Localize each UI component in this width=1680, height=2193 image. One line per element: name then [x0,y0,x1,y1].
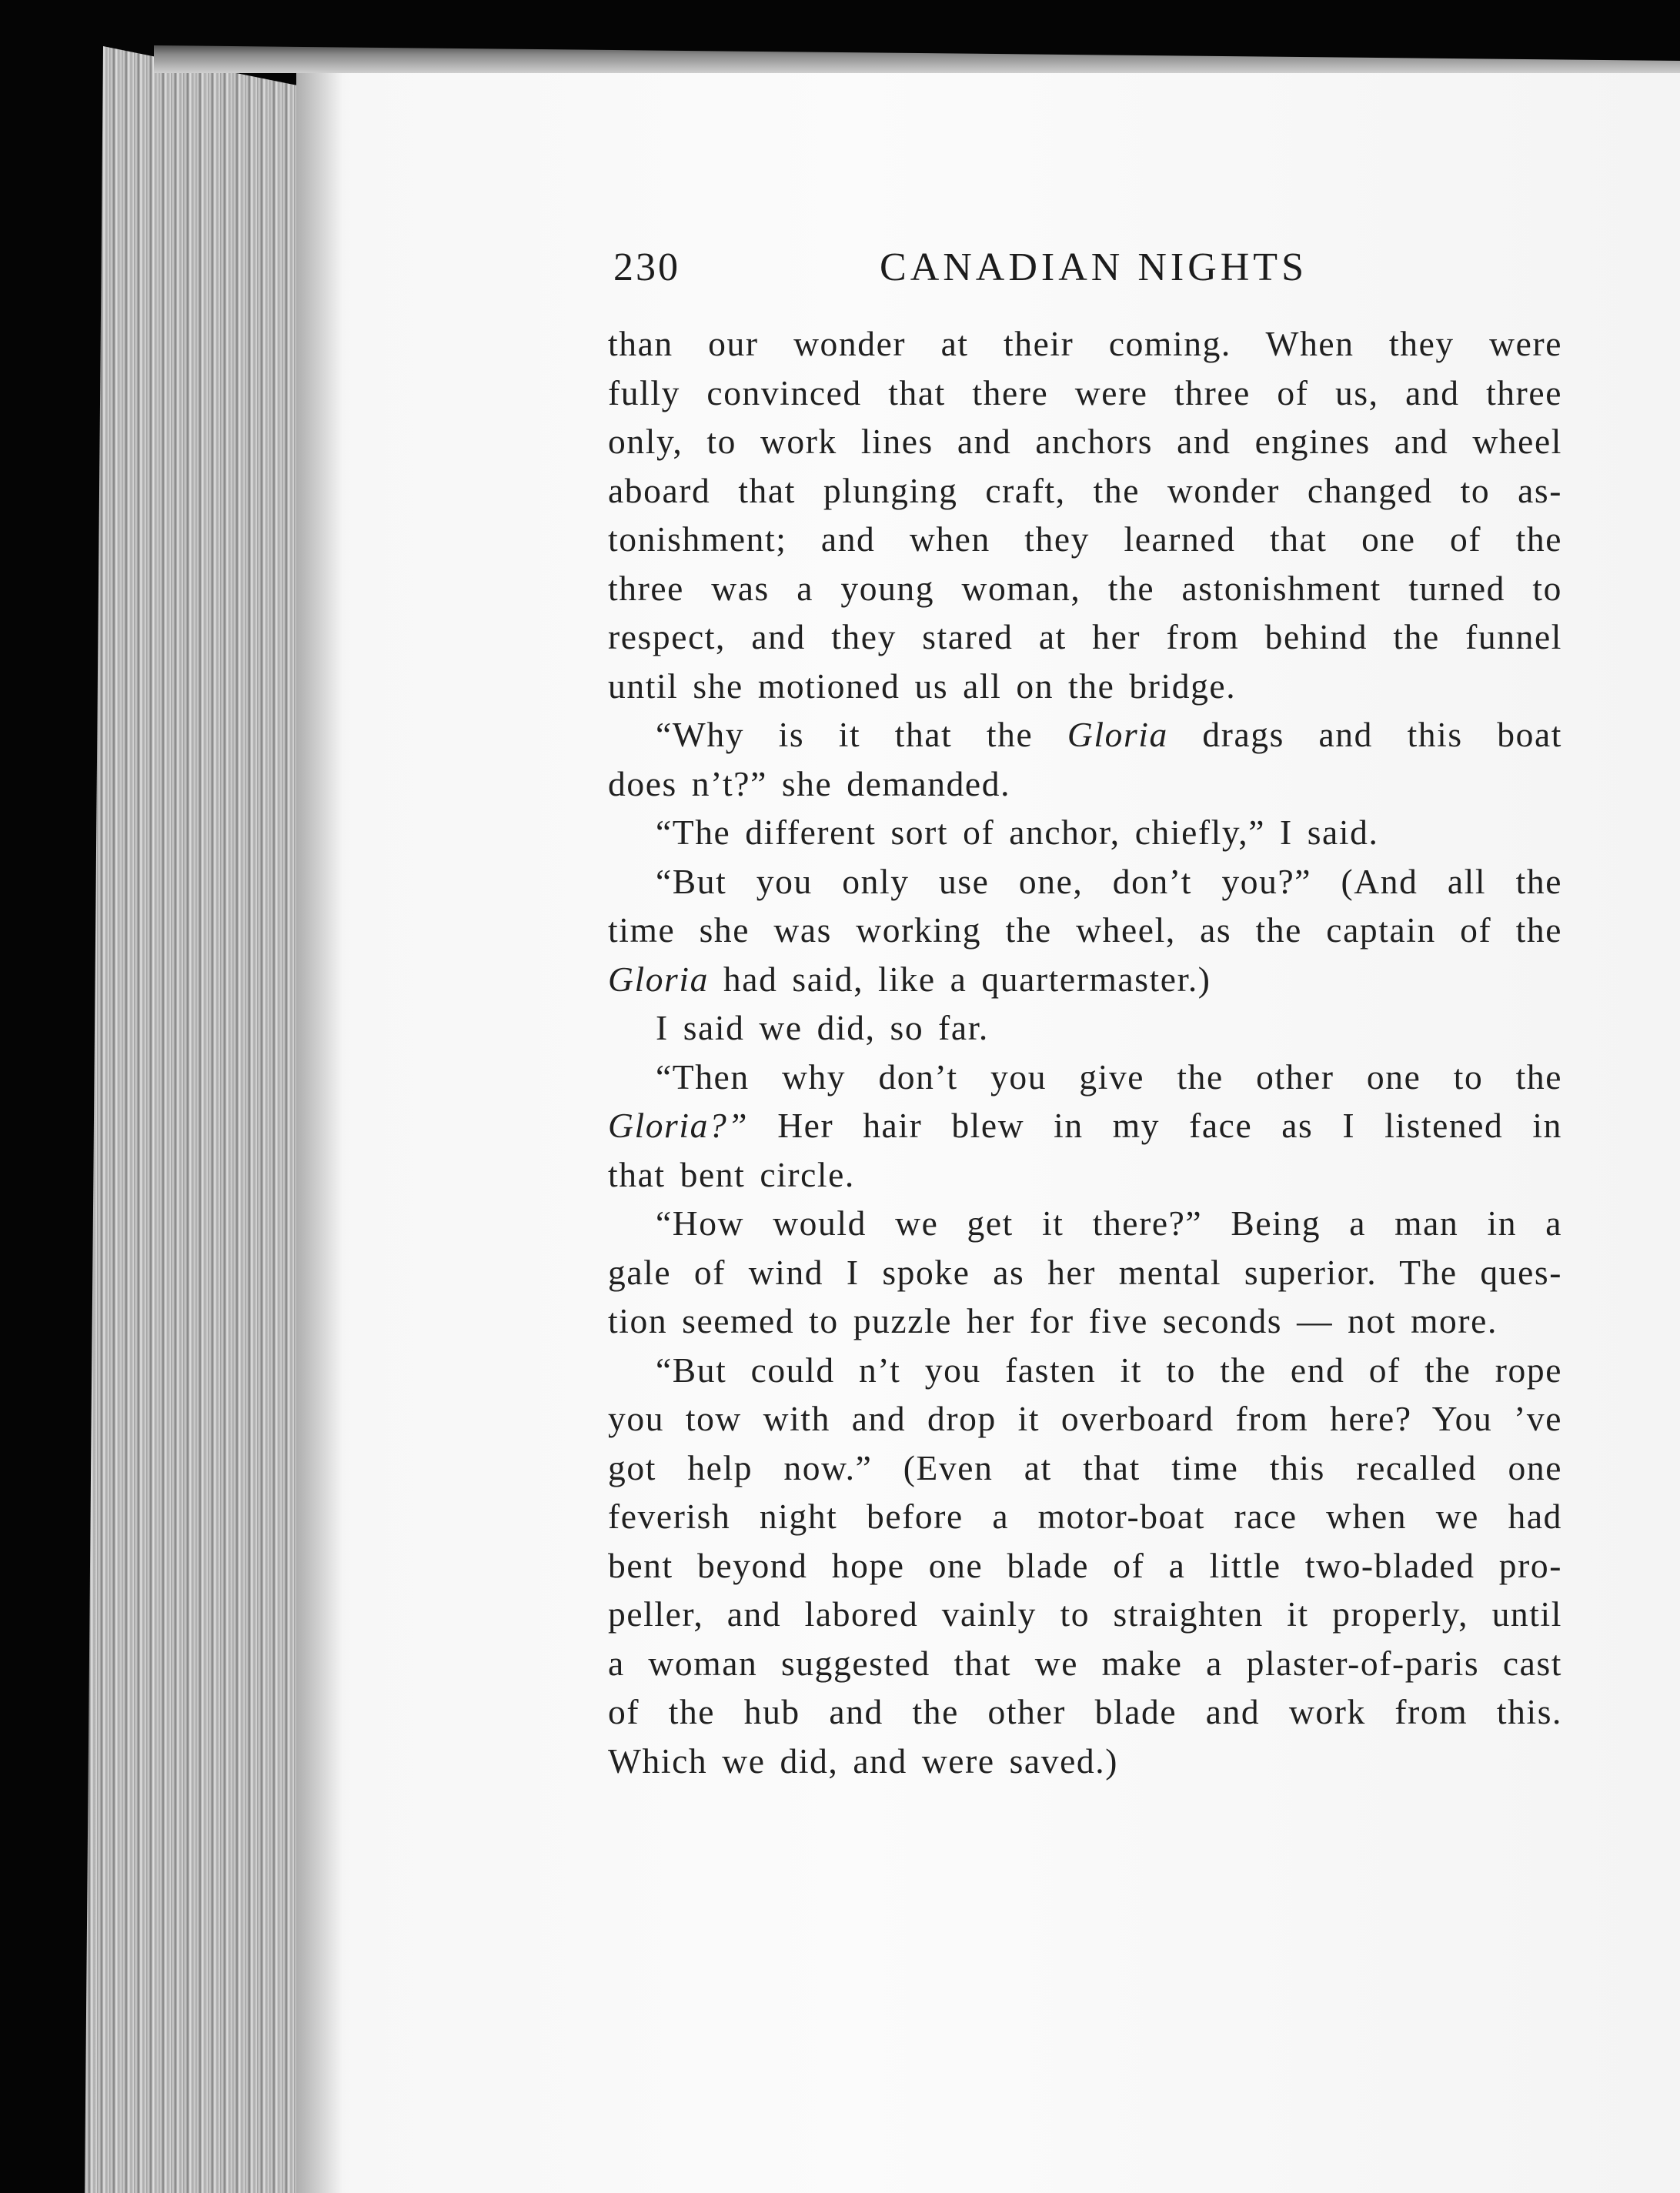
text-line: than our wonder at their coming. When they were [608,324,1562,363]
text-line: until she motioned us all on the bridge. [608,666,1237,706]
page-number: 230 [613,245,680,289]
running-head [613,245,1308,300]
text-line: of the hub and the other blade and work from this. [608,1692,1562,1731]
text-line: you tow with and drop it overboard from here? You ’ve [608,1399,1562,1438]
book-page-edges [85,46,316,2193]
text-line: aboard that plunging craft, the wonder changed to as- [608,470,1562,510]
running-title: CANADIAN NIGHTS [880,245,1308,289]
text-line: fully convinced that there were three of us, and three [608,372,1562,412]
text-line: tonishment; and when they learned that one of the [608,519,1562,559]
text-line: tion seemed to puzzle her for five seconds — not more. [608,1301,1498,1340]
text-line: peller, and labored vainly to straighten it properly, until [608,1594,1562,1634]
gutter-shadow [296,73,342,2193]
text-line: a woman suggested that we make a plaster-of-paris cast [608,1643,1562,1683]
text-line: “Then why don’t you give the other one to the [656,1056,1562,1096]
text-line: “Why is it that the Gloria drags and this boat [656,715,1563,754]
text-line: Gloria?” Her hair blew in my face as I listened in [608,1106,1562,1145]
text-line: “But could n’t you fasten it to the end of the rope [656,1350,1562,1390]
text-line: “The different sort of anchor, chiefly,” I said. [656,813,1379,852]
text-line: “But you only use one, don’t you?” (And all the [656,861,1562,901]
text-line: “How would we get it there?” Being a man in a [656,1203,1562,1243]
text-line: does n’t?” she demanded. [608,763,1011,803]
text-line: bent beyond hope one blade of a little two-bladed pro- [608,1545,1562,1585]
text-line: time she was working the wheel, as the captain of the [608,910,1562,950]
body-text [608,319,1562,1785]
text-line: that bent circle. [608,1154,855,1194]
text-line: Gloria had said, like a quartermaster.) [608,959,1211,999]
text-line: feverish night before a motor-boat race when we had [608,1497,1562,1536]
text-line: gale of wind I spoke as her mental superior. The ques- [608,1252,1562,1292]
text-line: I said we did, so far. [656,1008,989,1047]
text-line: Which we did, and were saved.) [608,1741,1118,1781]
text-line: three was a young woman, the astonishment turned to [608,568,1562,608]
text-line: respect, and they stared at her from behind the funnel [608,617,1562,656]
text-line: got help now.” (Even at that time this recalled one [608,1447,1562,1487]
text-line: only, to work lines and anchors and engines and wheel [608,422,1562,461]
